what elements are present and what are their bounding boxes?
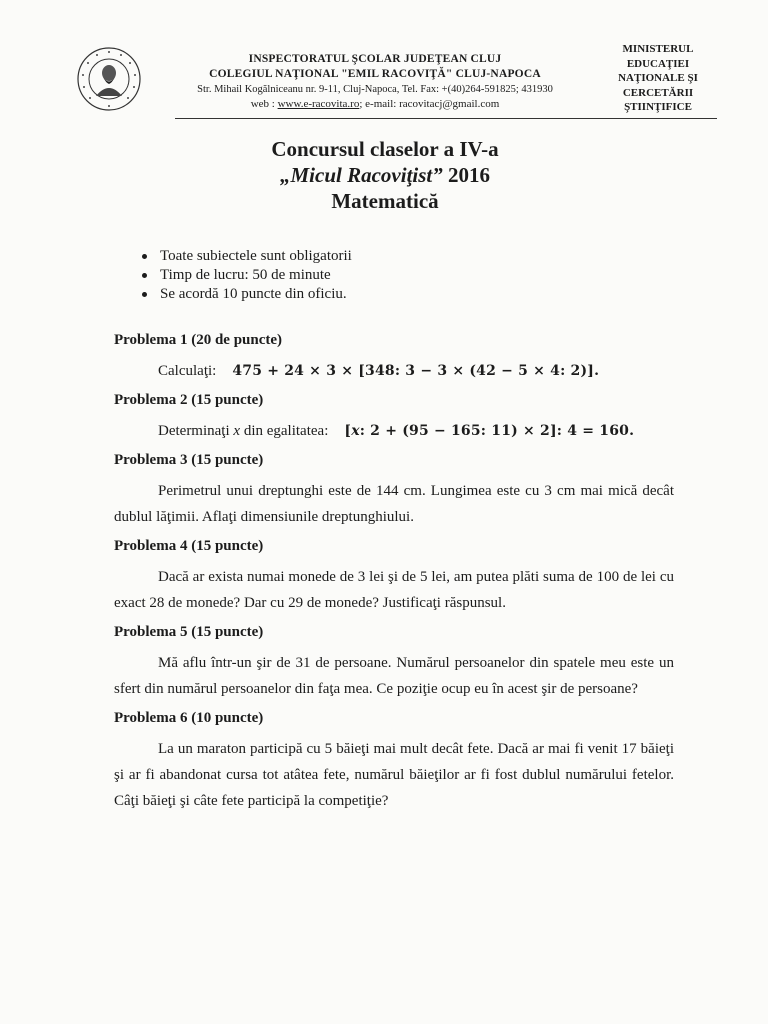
- rule-item: Se acordă 10 puncte din oficiu.: [138, 285, 352, 304]
- rule-item: Timp de lucru: 50 de minute: [138, 266, 352, 285]
- rule-item: Toate subiectele sunt obligatorii: [138, 247, 352, 266]
- problem-heading: Problema 2 (15 puncte): [114, 392, 264, 408]
- email-label: ; e-mail:: [359, 98, 400, 110]
- header-divider: [175, 118, 717, 119]
- problem-formula: 475 + 24 × 3 × [348: 3 − 3 × (42 − 5 × 4: 2)].: [232, 363, 600, 379]
- problem-heading: Problema 6 (10 puncte): [114, 710, 264, 726]
- school-address: Str. Mihail Kogălniceanu nr. 9-11, Cluj-Napoca, Tel. Fax: +(40)264-591825; 431930: [197, 84, 553, 95]
- problem-statement: La un maraton participă cu 5 băieţi mai mult decât fete. Dacă ar mai fi venit 17 băieţi şi ar fi abandonat cursa tot atâtea fete, numărul băieţilor ar fi fost dublul numărului fetelor. Câţi băieţi şi câte fete participă la competiţie?: [114, 741, 674, 809]
- problem-statement: Mă aflu într-un şir de 31 de persoane. Numărul persoanelor din spatele meu este un sfert din numărul persoanelor din faţa mea. Ce poziţie ocup eu în acest şir de persoane?: [114, 655, 674, 697]
- problem-4: [114, 536, 674, 616]
- problem-5: [114, 622, 674, 702]
- problem-3: [114, 450, 674, 530]
- contest-edition: [180, 162, 590, 188]
- contest-title-italic: „Micul Racoviţist”: [280, 163, 443, 187]
- ministry-line: CERCETĂRII: [622, 86, 694, 99]
- contest-year: 2016: [442, 163, 490, 187]
- exam-title: [180, 136, 590, 214]
- contest-name: Concursul claselor a IV-a: [271, 137, 499, 161]
- problems-list: [114, 330, 674, 820]
- problem-statement: [114, 418, 674, 444]
- problem-statement: Dacă ar exista numai monede de 3 lei şi de 5 lei, am putea plăti suma de 100 de lei cu exact 28 de monede? Dar cu 29 de monede? Justificaţi răspunsul.: [114, 569, 674, 611]
- website-link[interactable]: www.e-racovita.ro: [277, 98, 360, 110]
- exam-rules-list: [138, 247, 352, 304]
- problem-heading: Problema 1 (20 de puncte): [114, 332, 283, 348]
- school-contact: [160, 97, 590, 112]
- problem-intro-after: din egalitatea:: [240, 423, 329, 439]
- problem-6: [114, 708, 674, 814]
- formula-variable: x: [351, 423, 360, 439]
- problem-heading: Problema 3 (15 puncte): [114, 452, 264, 468]
- problem-statement: Perimetrul unui dreptunghi este de 144 cm. Lungimea este cu 3 cm mai mică decât dublul lăţimii. Aflaţi dimensiunile dreptunghiului.: [114, 483, 674, 525]
- problem-intro: Calculaţi:: [158, 363, 217, 379]
- school-seal-logo: [76, 46, 142, 112]
- problem-2: [114, 390, 674, 444]
- problem-variable: x: [233, 423, 241, 439]
- school-header: [160, 52, 590, 112]
- problem-heading: Problema 5 (15 puncte): [114, 624, 264, 640]
- web-label: web :: [250, 98, 278, 110]
- inspectorate-name: INSPECTORATUL ŞCOLAR JUDEŢEAN CLUJ: [248, 53, 502, 65]
- email-address[interactable]: racovitacj@gmail.com: [399, 98, 500, 110]
- college-name: COLEGIUL NAŢIONAL "EMIL RACOVIŢĂ" CLUJ-NAPOCA: [209, 68, 541, 80]
- subject-name: Matematică: [331, 189, 439, 213]
- problem-1: [114, 330, 674, 384]
- formula-body: : 2 + (95 − 165: 11) × 2]: 4 = 160.: [359, 423, 635, 439]
- problem-intro: Determinaţi: [158, 423, 234, 439]
- ministry-line: ŞTIINŢIFICE: [624, 101, 692, 113]
- ministry-name: [598, 42, 718, 115]
- ministry-line: MINISTERUL: [622, 43, 694, 55]
- problem-formula: [x: 2 + (95 − 165: 11) × 2]: 4 = 160.: [344, 423, 635, 439]
- ministry-line: NAŢIONALE ŞI: [618, 72, 698, 84]
- problem-heading: Problema 4 (15 puncte): [114, 538, 264, 554]
- problem-statement: [114, 358, 674, 384]
- ministry-line: EDUCAŢIEI: [626, 57, 690, 70]
